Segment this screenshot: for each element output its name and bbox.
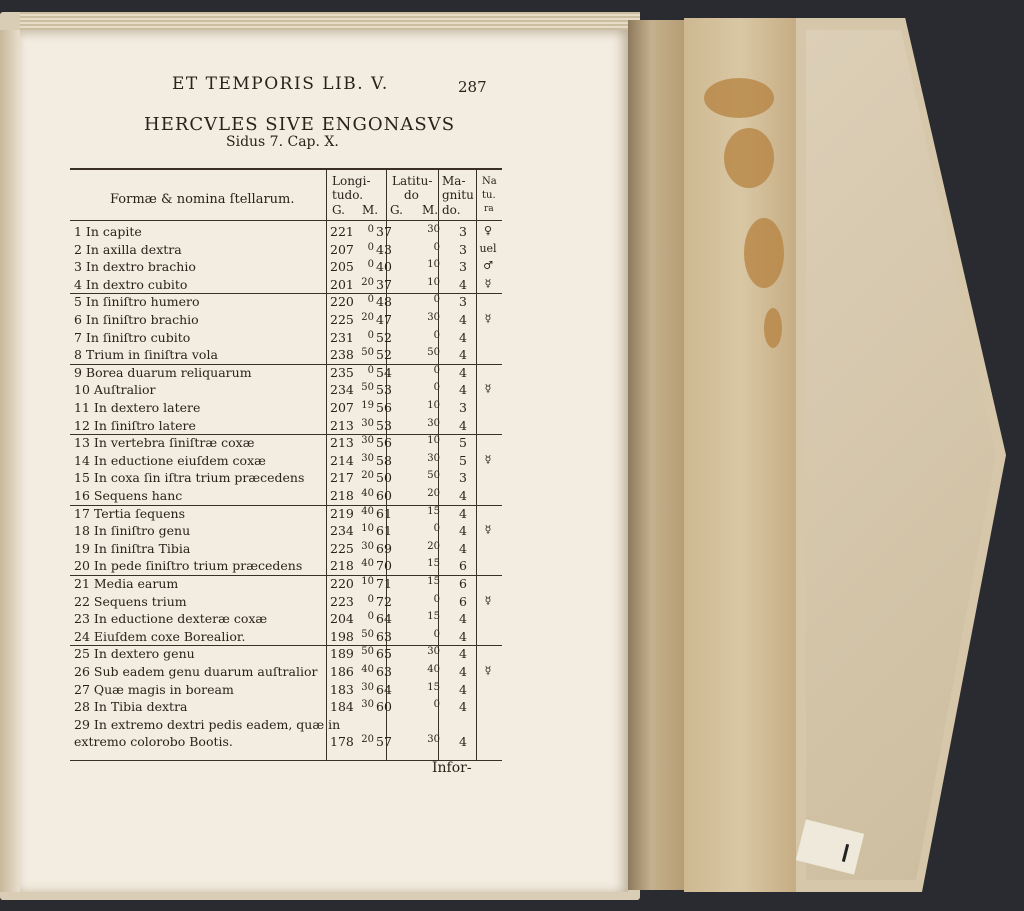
longitude-minutes-cell: 10	[361, 523, 374, 535]
latitude-minutes-cell: 10	[427, 259, 440, 271]
star-name-cell: 17 Tertia ſequens	[74, 505, 186, 521]
table-row	[70, 506, 502, 522]
latitude-minutes-cell: 0	[433, 593, 440, 605]
latitude-minutes-cell: 30	[427, 646, 440, 658]
latitude-minutes-cell: 20	[427, 488, 440, 499]
header-natura-1: Na	[482, 176, 497, 187]
table-row	[70, 734, 502, 750]
latitude-degrees-cell: 60	[376, 488, 392, 503]
nature-cell: ☿	[484, 593, 492, 607]
latitude-degrees-cell: 65	[376, 646, 392, 662]
star-name-cell: 6 In ſiniſtro brachio	[74, 312, 199, 327]
table-row	[70, 664, 502, 680]
longitude-minutes-cell: 30	[361, 699, 374, 711]
latitude-minutes-cell: 30	[427, 224, 440, 235]
table-row	[70, 242, 502, 258]
latitude-minutes-cell: 20	[427, 540, 440, 552]
table-row	[70, 400, 502, 416]
group-rule	[70, 505, 502, 506]
longitude-minutes-cell: 50	[361, 646, 374, 658]
longitude-minutes-cell: 0	[367, 611, 374, 623]
table-row	[70, 382, 502, 398]
latitude-minutes-cell: 30	[427, 734, 440, 746]
header-g1: G.	[332, 203, 345, 217]
magnitude-cell: 4	[459, 488, 467, 503]
star-name-cell: 13 In vertebra ſiniſtræ coxæ	[74, 435, 255, 451]
magnitude-cell: 5	[459, 452, 467, 468]
latitude-degrees-cell: 72	[376, 593, 392, 609]
longitude-minutes-cell: 0	[367, 241, 374, 253]
longitude-degrees-cell: 186	[330, 664, 354, 679]
latitude-minutes-cell: 15	[427, 505, 440, 517]
longitude-degrees-cell: 198	[330, 628, 354, 644]
star-name-cell: 9 Borea duarum reliquarum	[74, 364, 252, 380]
header-m2: M.	[422, 203, 439, 217]
longitude-minutes-cell: 0	[367, 294, 374, 306]
latitude-degrees-cell: 58	[376, 452, 392, 468]
longitude-degrees-cell: 234	[330, 523, 354, 539]
star-table	[70, 168, 502, 761]
latitude-minutes-cell: 15	[427, 558, 440, 570]
latitude-degrees-cell: 52	[376, 329, 392, 345]
header-name: Formæ & nomina ſtellarum.	[110, 192, 295, 207]
latitude-degrees-cell: 64	[376, 611, 392, 627]
longitude-degrees-cell: 234	[330, 382, 354, 398]
star-name-cell: 28 In Tibia dextra	[74, 699, 188, 715]
star-name-cell: 25 In dextero genu	[74, 646, 195, 662]
longitude-degrees-cell: 205	[330, 259, 354, 275]
longitude-minutes-cell: 0	[367, 224, 374, 235]
latitude-degrees-cell: 56	[376, 435, 392, 451]
latitude-degrees-cell: 47	[376, 312, 392, 327]
magnitude-cell: 4	[459, 505, 467, 521]
longitude-degrees-cell: 218	[330, 558, 354, 574]
table-row	[70, 699, 502, 715]
star-name-cell: 23 In eductione dexteræ coxæ	[74, 611, 268, 627]
longitude-minutes-cell: 30	[361, 417, 374, 429]
latitude-minutes-cell: 30	[427, 417, 440, 429]
latitude-degrees-cell: 37	[376, 224, 392, 239]
group-rule	[70, 364, 502, 365]
magnitude-cell: 3	[459, 224, 467, 239]
table-row	[70, 682, 502, 698]
header-magnitudo-2: gnitu	[442, 188, 474, 202]
page-number: 287	[458, 78, 487, 96]
nature-cell: ☿	[484, 452, 492, 466]
latitude-minutes-cell: 10	[427, 435, 440, 447]
latitude-degrees-cell: 63	[376, 664, 392, 679]
latitude-minutes-cell: 15	[427, 681, 440, 693]
header-magnitudo-1: Ma-	[442, 174, 466, 188]
latitude-minutes-cell: 0	[433, 329, 440, 341]
latitude-degrees-cell: 43	[376, 241, 392, 257]
latitude-minutes-cell: 10	[427, 276, 440, 288]
table-row	[70, 611, 502, 627]
star-name-cell: 22 Sequens trium	[74, 593, 187, 609]
longitude-degrees-cell: 225	[330, 312, 354, 327]
latitude-minutes-cell: 40	[427, 664, 440, 675]
header-latitudo-2: do	[404, 188, 419, 202]
star-name-cell: extremo colorobo Bootis.	[74, 734, 233, 750]
latitude-minutes-cell: 0	[433, 382, 440, 394]
star-name-cell: 12 In ſiniſtro latere	[74, 417, 196, 433]
table-row	[70, 294, 502, 310]
latitude-degrees-cell: 63	[376, 628, 392, 644]
table-row	[70, 224, 502, 240]
magnitude-cell: 4	[459, 523, 467, 539]
magnitude-cell: 3	[459, 259, 467, 275]
catchword: Infor-	[432, 760, 472, 776]
longitude-minutes-cell: 40	[361, 488, 374, 499]
latitude-degrees-cell: 50	[376, 470, 392, 486]
latitude-degrees-cell: 64	[376, 681, 392, 697]
magnitude-cell: 3	[459, 400, 467, 415]
longitude-degrees-cell: 223	[330, 593, 354, 609]
magnitude-cell: 4	[459, 364, 467, 380]
star-name-cell: 10 Auſtralior	[74, 382, 156, 398]
latitude-minutes-cell: 0	[433, 628, 440, 640]
running-head: ET TEMPORIS LIB. V.	[172, 74, 389, 94]
table-row	[70, 453, 502, 469]
star-name-cell: 5 In ſiniſtro humero	[74, 294, 200, 310]
magnitude-cell: 4	[459, 382, 467, 398]
star-name-cell: 21 Media earum	[74, 576, 179, 591]
header-longitudo-1: Longi-	[332, 174, 371, 188]
longitude-minutes-cell: 20	[361, 276, 374, 288]
magnitude-cell: 6	[459, 593, 467, 609]
longitude-minutes-cell: 30	[361, 681, 374, 693]
magnitude-cell: 4	[459, 699, 467, 715]
longitude-minutes-cell: 0	[367, 364, 374, 376]
latitude-degrees-cell: 40	[376, 259, 392, 275]
longitude-degrees-cell: 183	[330, 681, 354, 697]
table-row	[70, 365, 502, 381]
page-edges-left	[0, 30, 20, 892]
table-row	[70, 470, 502, 486]
longitude-minutes-cell: 20	[361, 734, 374, 746]
longitude-degrees-cell: 184	[330, 699, 354, 715]
header-g2: G.	[390, 203, 403, 217]
longitude-minutes-cell: 50	[361, 628, 374, 640]
magnitude-cell: 4	[459, 664, 467, 679]
star-name-cell: 18 In ſiniſtro genu	[74, 523, 191, 539]
latitude-degrees-cell: 37	[376, 276, 392, 292]
header-magnitudo-3: do.	[442, 203, 461, 217]
longitude-degrees-cell: 220	[330, 576, 354, 591]
longitude-minutes-cell: 30	[361, 452, 374, 464]
latitude-degrees-cell: 60	[376, 699, 392, 715]
longitude-degrees-cell: 221	[330, 224, 354, 239]
star-name-cell: 29 In extremo dextri pedis eadem, quæ in	[74, 716, 341, 732]
latitude-minutes-cell: 0	[433, 699, 440, 711]
star-name-cell: 1 In capite	[74, 224, 142, 239]
star-name-cell: 3 In dextro brachio	[74, 259, 196, 275]
group-rule	[70, 575, 502, 576]
magnitude-cell: 6	[459, 576, 467, 591]
longitude-degrees-cell: 201	[330, 276, 354, 292]
star-name-cell: 16 Sequens hanc	[74, 488, 183, 503]
latitude-minutes-cell: 0	[433, 294, 440, 306]
star-name-cell: 8 Trium in ſiniſtra vola	[74, 347, 218, 363]
table-row	[70, 435, 502, 451]
latitude-minutes-cell: 0	[433, 241, 440, 253]
header-natura-2: tu.	[482, 190, 496, 201]
longitude-minutes-cell: 20	[361, 312, 374, 323]
longitude-degrees-cell: 207	[330, 400, 354, 415]
group-rule	[70, 645, 502, 646]
nature-cell: ☿	[484, 276, 492, 290]
latitude-minutes-cell: 50	[427, 470, 440, 482]
magnitude-cell: 4	[459, 646, 467, 662]
latitude-minutes-cell: 15	[427, 611, 440, 623]
star-name-cell: 11 In dextero latere	[74, 400, 201, 415]
book-spine	[628, 20, 686, 890]
latitude-degrees-cell: 61	[376, 505, 392, 521]
header-natura-3: ra	[484, 204, 494, 214]
latitude-minutes-cell: 30	[427, 312, 440, 323]
latitude-minutes-cell: 10	[427, 400, 440, 411]
header-longitudo-2: tudo.	[332, 188, 364, 202]
table-row	[70, 576, 502, 592]
latitude-minutes-cell: 50	[427, 347, 440, 359]
magnitude-cell: 5	[459, 435, 467, 451]
star-name-cell: 19 In ſiniſtra Tibia	[74, 540, 191, 556]
latitude-degrees-cell: 48	[376, 294, 392, 310]
latitude-degrees-cell: 56	[376, 400, 392, 415]
table-row	[70, 629, 502, 645]
longitude-minutes-cell: 50	[361, 382, 374, 394]
table-row	[70, 488, 502, 504]
longitude-degrees-cell: 235	[330, 364, 354, 380]
table-row	[70, 646, 502, 662]
latitude-degrees-cell: 69	[376, 540, 392, 556]
latitude-minutes-cell: 0	[433, 364, 440, 376]
magnitude-cell: 4	[459, 312, 467, 327]
longitude-minutes-cell: 19	[361, 400, 374, 411]
longitude-degrees-cell: 220	[330, 294, 354, 310]
star-name-cell: 2 In axilla dextra	[74, 241, 182, 257]
longitude-minutes-cell: 10	[361, 576, 374, 587]
longitude-minutes-cell: 40	[361, 664, 374, 675]
latitude-degrees-cell: 54	[376, 364, 392, 380]
longitude-minutes-cell: 20	[361, 470, 374, 482]
magnitude-cell: 3	[459, 294, 467, 310]
latitude-degrees-cell: 61	[376, 523, 392, 539]
magnitude-cell: 4	[459, 611, 467, 627]
longitude-minutes-cell: 50	[361, 347, 374, 359]
longitude-minutes-cell: 0	[367, 259, 374, 271]
star-name-cell: 14 In eductione eiuſdem coxæ	[74, 452, 266, 468]
longitude-minutes-cell: 0	[367, 329, 374, 341]
longitude-degrees-cell: 204	[330, 611, 354, 627]
nature-cell: ☿	[484, 523, 492, 537]
magnitude-cell: 3	[459, 241, 467, 257]
table-row	[70, 523, 502, 539]
magnitude-cell: 6	[459, 558, 467, 574]
magnitude-cell: 4	[459, 417, 467, 433]
header-m1: M.	[362, 203, 379, 217]
longitude-degrees-cell: 217	[330, 470, 354, 486]
magnitude-cell: 4	[459, 276, 467, 292]
longitude-degrees-cell: 218	[330, 488, 354, 503]
header-latitudo-1: Latitu-	[392, 174, 433, 188]
longitude-minutes-cell: 0	[367, 593, 374, 605]
table-row	[70, 717, 502, 733]
star-name-cell: 24 Eiuſdem coxe Borealior.	[74, 628, 246, 644]
latitude-degrees-cell: 57	[376, 734, 392, 750]
latitude-degrees-cell: 70	[376, 558, 392, 574]
table-row	[70, 259, 502, 275]
nature-cell: ♀	[483, 224, 493, 237]
latitude-degrees-cell: 53	[376, 417, 392, 433]
magnitude-cell: 4	[459, 347, 467, 363]
star-name-cell: 26 Sub eadem genu duarum auſtralior	[74, 664, 318, 679]
longitude-degrees-cell: 213	[330, 417, 354, 433]
longitude-degrees-cell: 231	[330, 329, 354, 345]
chapter-title: HERCVLES SIVE ENGONASVS	[144, 114, 456, 135]
longitude-degrees-cell: 189	[330, 646, 354, 662]
longitude-degrees-cell: 219	[330, 505, 354, 521]
longitude-degrees-cell: 178	[330, 734, 354, 750]
table-row	[70, 277, 502, 293]
longitude-degrees-cell: 225	[330, 540, 354, 556]
chapter-subtitle: Sidus 7. Cap. X.	[226, 134, 339, 150]
latitude-degrees-cell: 71	[376, 576, 392, 591]
magnitude-cell: 4	[459, 329, 467, 345]
magnitude-cell: 4	[459, 540, 467, 556]
magnitude-cell: 4	[459, 681, 467, 697]
longitude-degrees-cell: 214	[330, 452, 354, 468]
star-name-cell: 20 In pede ſiniſtro trium præcedens	[74, 558, 303, 574]
longitude-degrees-cell: 238	[330, 347, 354, 363]
nature-cell: ☿	[484, 382, 492, 396]
nature-cell: ♂	[483, 259, 493, 273]
magnitude-cell: 4	[459, 734, 467, 750]
star-name-cell: 7 In ſiniſtro cubito	[74, 329, 191, 345]
longitude-minutes-cell: 40	[361, 558, 374, 570]
latitude-degrees-cell: 53	[376, 382, 392, 398]
table-row	[70, 312, 502, 328]
table-row	[70, 330, 502, 346]
longitude-minutes-cell: 30	[361, 435, 374, 447]
latitude-minutes-cell: 0	[433, 523, 440, 535]
group-rule	[70, 434, 502, 435]
table-row	[70, 558, 502, 574]
table-row	[70, 541, 502, 557]
magnitude-cell: 4	[459, 628, 467, 644]
star-name-cell: 4 In dextro cubito	[74, 276, 188, 292]
star-name-cell: 27 Quæ magis in boream	[74, 681, 234, 697]
longitude-minutes-cell: 30	[361, 540, 374, 552]
table-row	[70, 347, 502, 363]
header-rule	[70, 220, 502, 221]
nature-cell: uel	[479, 241, 497, 255]
nature-cell: ☿	[484, 664, 492, 677]
longitude-minutes-cell: 40	[361, 505, 374, 517]
star-name-cell: 15 In coxa ſin iſtra trium præcedens	[74, 470, 305, 486]
longitude-degrees-cell: 207	[330, 241, 354, 257]
nature-cell: ☿	[484, 312, 492, 325]
magnitude-cell: 3	[459, 470, 467, 486]
group-rule	[70, 293, 502, 294]
latitude-minutes-cell: 15	[427, 576, 440, 587]
latitude-degrees-cell: 52	[376, 347, 392, 363]
table-row	[70, 594, 502, 610]
longitude-degrees-cell: 213	[330, 435, 354, 451]
table-row	[70, 418, 502, 434]
latitude-minutes-cell: 30	[427, 452, 440, 464]
spine-board	[684, 18, 796, 892]
